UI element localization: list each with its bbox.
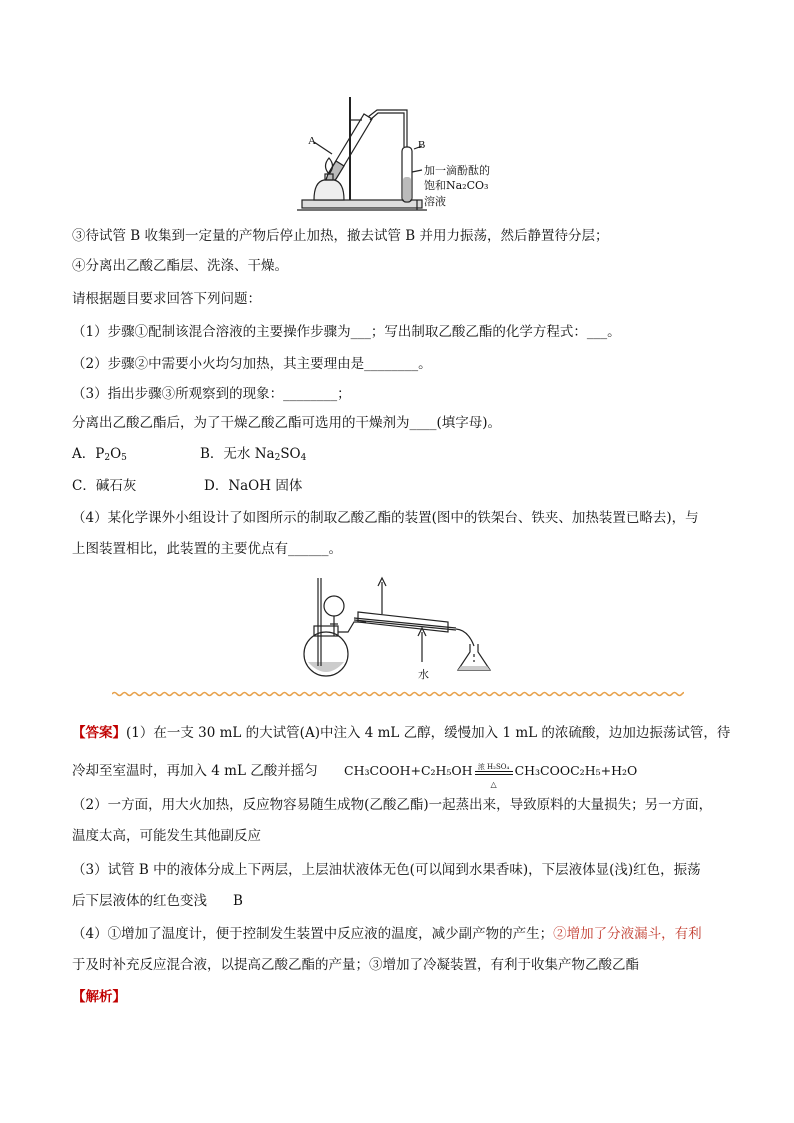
question-intro: 请根据题目要求回答下列问题： <box>72 291 261 307</box>
wavy-separator <box>112 688 684 700</box>
question-1: （1）步骤①配制该混合溶液的主要操作步骤为___；写出制取乙酸乙酯的化学方程式：___。 <box>72 324 621 340</box>
label-reagent-line1: 加一滴酚酞的 <box>424 164 490 177</box>
answer-2-line2: 温度太高，可能发生其他副反应 <box>72 828 261 844</box>
answer-2-line1: （2）一方面，用大火加热，反应物容易随生成物(乙酸乙酯)一起蒸出来，导致原料的大量损失；另一方面， <box>72 797 713 813</box>
apparatus-diagram-1 <box>292 92 522 217</box>
answer-3-choice: B <box>233 893 243 909</box>
answer-4-line1: （4）①增加了温度计，便于控制发生装置中反应液的温度，减少副产物的产生；②增加了分液漏斗，有利 <box>72 926 702 942</box>
figure-ester-apparatus-1 <box>292 92 522 217</box>
option-b: B．无水 $Na_2SO_4$ <box>200 446 307 463</box>
answer-4-highlight: ②增加了分液漏斗，有利 <box>553 926 702 942</box>
step-4: ④分离出乙酸乙酯层、洗涤、干燥。 <box>72 258 288 274</box>
option-a: A．$P_2O_5$ <box>72 446 127 463</box>
answer-3-line2: 后下层液体的红色变浅 B <box>72 893 243 909</box>
label-a: A <box>308 135 316 147</box>
figure-ester-apparatus-2 <box>298 574 498 684</box>
analysis-tag: 【解析】 <box>72 989 126 1005</box>
answer-1-line2: 冷却至室温时，再加入 4 mL 乙酸并摇匀 CH₃COOH+C₂H₅OH 浓 H₂SO₄ △ CH₃COOC₂H₅+H₂O <box>72 762 638 789</box>
label-reagent-line3: 溶液 <box>424 195 446 208</box>
question-4-line1: （4）某化学课外小组设计了如图所示的制取乙酸乙酯的装置(图中的铁架台、铁夹、加热装置已略去)，与 <box>72 510 699 526</box>
label-reagent-line2: 饱和Na₂CO₃ <box>424 179 489 192</box>
answer-tag: 【答案】 <box>72 725 126 741</box>
answer-3-line1: （3）试管 B 中的液体分成上下两层，上层油状液体无色(可以闻到水果香味)，下层液体显(浅)红色，振荡 <box>72 862 701 878</box>
question-4-line2: 上图装置相比，此装置的主要优点有______。 <box>72 541 342 557</box>
question-2: （2）步骤②中需要小火均匀加热，其主要理由是________。 <box>72 356 432 372</box>
question-3: （3）指出步骤③所观察到的现象：________； <box>72 386 351 402</box>
step-3: ③待试管 B 收集到一定量的产物后停止加热，撤去试管 B 并用力振荡，然后静置待分层； <box>72 228 609 244</box>
label-b: B <box>418 139 426 151</box>
equation: CH₃COOH+C₂H₅OH 浓 H₂SO₄ △ CH₃COOC₂H₅+H₂O <box>344 762 638 789</box>
answer-4-line2: 于及时补充反应混合液，以提高乙酸乙酯的产量；③增加了冷凝装置，有利于收集产物乙酸乙酯 <box>72 957 639 973</box>
answer-1-line1: 【答案】(1）在一支 30 mL 的大试管(A)中注入 4 mL 乙醇，缓慢加入 1 mL 的浓硫酸，边加边振荡试管，待 <box>72 725 731 741</box>
option-c: C．碱石灰 <box>72 478 137 494</box>
option-d: D．NaOH 固体 <box>204 478 303 494</box>
question-3b: 分离出乙酸乙酯后，为了干燥乙酸乙酯可选用的干燥剂为____(填字母)。 <box>72 415 502 431</box>
apparatus-diagram-2 <box>298 574 498 684</box>
label-water: 水 <box>418 668 429 681</box>
